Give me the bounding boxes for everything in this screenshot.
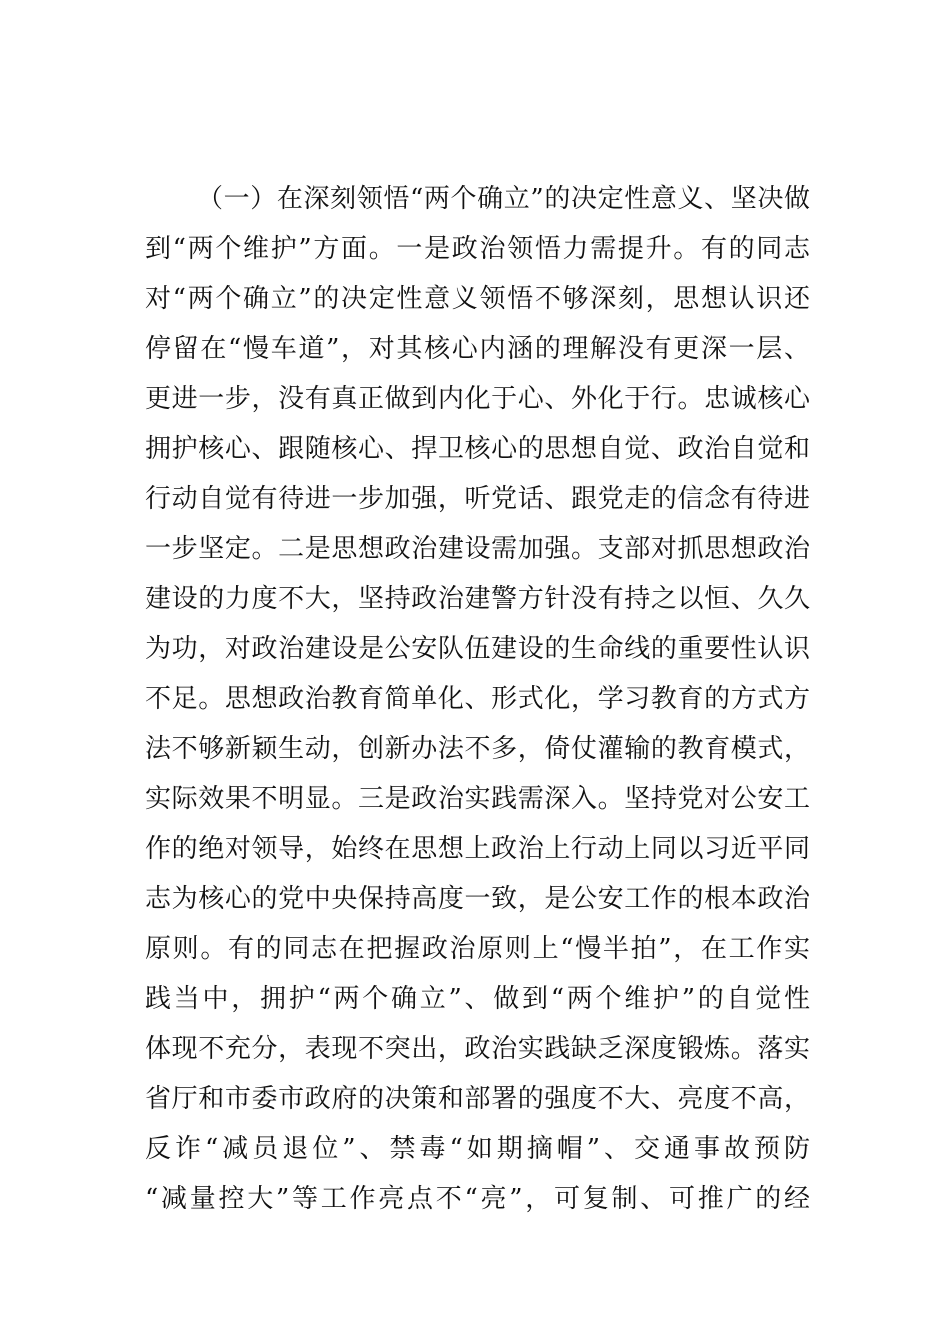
text-line: 拥护核心、跟随核心、捍卫核心的思想自觉、政治自觉和 [145,434,810,464]
text-line: 对“两个确立”的决定性意义领悟不够深刻，思想认识还 [145,284,810,314]
text-line: 一步坚定。二是思想政治建设需加强。支部对抓思想政治 [145,534,810,564]
text-line: 实际效果不明显。三是政治实践需深入。坚持党对公安工 [145,784,810,814]
text-line: 为功，对政治建设是公安队伍建设的生命线的重要性认识 [145,634,810,664]
text-line: “减量控大”等工作亮点不“亮”，可复制、可推广的经 [145,1184,810,1214]
text-line: 志为核心的党中央保持高度一致，是公安工作的根本政治 [145,884,810,914]
text-line: 建设的力度不大，坚持政治建警方针没有持之以恒、久久 [145,584,810,614]
text-line: 停留在“慢车道”，对其核心内涵的理解没有更深一层、 [145,334,810,364]
text-line: 作的绝对领导，始终在思想上政治上行动上同以习近平同 [145,834,810,864]
text-line: 体现不充分，表现不突出，政治实践缺乏深度锻炼。落实 [145,1034,810,1064]
text-line: 更进一步，没有真正做到内化于心、外化于行。忠诚核心 [145,384,810,414]
text-line: 到“两个维护”方面。一是政治领悟力需提升。有的同志 [145,234,810,264]
text-line: 行动自觉有待进一步加强，听党话、跟党走的信念有待进 [145,484,810,514]
text-line: 反诈“减员退位”、禁毒“如期摘帽”、交通事故预防 [145,1134,810,1164]
text-line: 不足。思想政治教育简单化、形式化，学习教育的方式方 [145,684,810,714]
text-line: 践当中，拥护“两个确立”、做到“两个维护”的自觉性 [145,984,810,1014]
text-line: 原则。有的同志在把握政治原则上“慢半拍”，在工作实 [145,934,810,964]
text-line: 法不够新颖生动，创新办法不多，倚仗灌输的教育模式， [145,734,810,764]
text-line: （一）在深刻领悟“两个确立”的决定性意义、坚决做 [197,184,810,214]
text-line: 省厅和市委市政府的决策和部署的强度不大、亮度不高， [145,1084,810,1114]
body-paragraph [145,174,810,1224]
